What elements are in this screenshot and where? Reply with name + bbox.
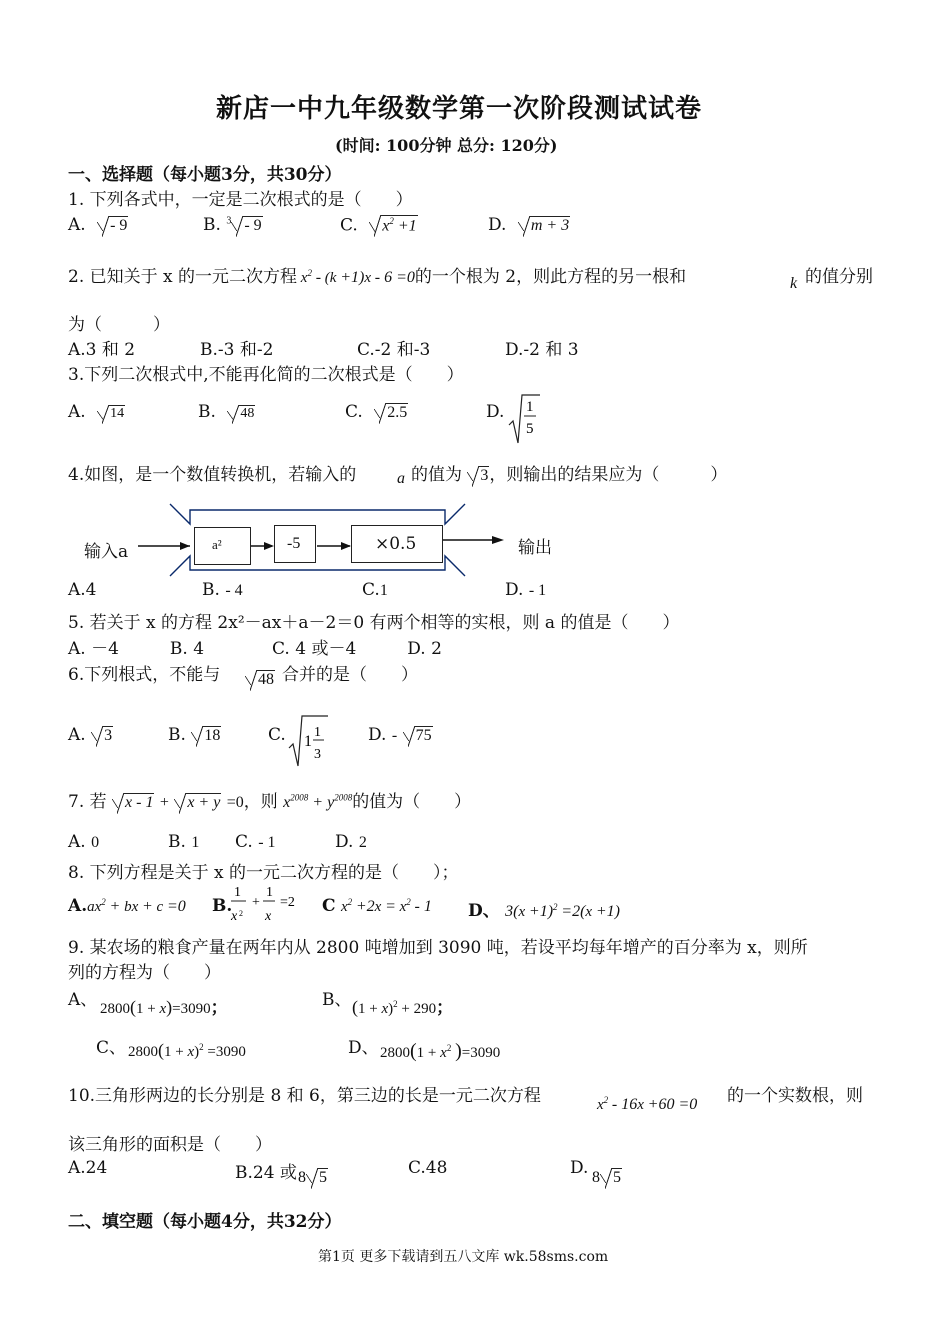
q10-d-value: 8 5: [592, 1169, 621, 1186]
q3-option-c: C. 2.5: [345, 402, 408, 422]
q4-option-d: D. - 1: [505, 580, 547, 600]
q10-option-d: D.: [570, 1158, 589, 1178]
question-10-cont: 该三角形的面积是（ ）: [68, 1135, 272, 1155]
question-9-cont: 列的方程为（ ）: [68, 963, 221, 983]
question-5: 5. 若关于 x 的方程 2x²－ax＋a－2＝0 有两个相等的实根，则 a 的值是（ ）: [68, 613, 680, 633]
diagram-output-label: 输出: [518, 538, 552, 558]
q9-b-equation: $(1 + x)^2 + 290$；: [352, 997, 454, 1017]
q4-stem-b: 的值为 3，则输出的结果应为（ ）: [411, 465, 728, 485]
page-title: 新店一中九年级数学第一次阶段测试试卷: [216, 94, 703, 124]
q4-option-b: B. - 4: [202, 580, 243, 600]
q7-option-a: A. 0: [68, 832, 100, 852]
question-1: 1. 下列各式中，一定是二次根式的是（ ）: [68, 190, 413, 210]
q8-option-a: $A.ax^2$ + bx + c =0: [68, 896, 186, 916]
q6-option-c: C.: [268, 725, 286, 745]
q9-a-equation: 2800(1 + x)=3090；: [100, 997, 228, 1017]
q5-options: A. －4 B. 4 C. 4 或－4 D. 2: [68, 639, 442, 659]
q9-option-b: B、: [322, 990, 352, 1010]
q4-a: a: [397, 470, 405, 487]
q8-option-d: D、 $3(x +1)^2 =2(x +1)$: [468, 901, 620, 921]
q2-k: k: [790, 275, 798, 292]
question-10: 10.三角形两边的长分别是 8 和 6，第三边的长是一元二次方程: [68, 1086, 541, 1106]
q10-b-value: 8 5: [298, 1169, 327, 1186]
q3-option-d: D.: [486, 402, 505, 422]
square-box-label: a²: [212, 537, 222, 552]
q6-stem-b: 合并的是（ ）: [282, 665, 418, 685]
svg-text:1: 1: [304, 733, 312, 750]
question-2: 2. 已知关于 x 的一元二次方程 $x^2 - (k +1)x - 6 =0$的一个根为 2，则此方程的另一根和: [68, 267, 687, 287]
q1-option-a: A. - 9: [68, 215, 128, 235]
q10-option-c: C.48: [408, 1158, 448, 1178]
q6-c-mixed-root: [288, 714, 328, 772]
q8-b-fractions: [230, 880, 310, 932]
svg-text:1: 1: [266, 885, 273, 900]
q2-option-a: A.3 和 2: [68, 340, 136, 360]
svg-text:1: 1: [314, 725, 321, 740]
q2-stem-end: 的值分别: [805, 267, 873, 287]
question-3: 3.下列二次根式中,不能再化简的二次根式是（ ）: [68, 365, 464, 385]
q9-option-c: C、: [96, 1038, 127, 1058]
question-7: 7. 若 x - 1 + x + y =0，则 $x^{2008} + y^{2008}$的值为（ ）: [68, 792, 472, 812]
question-10-mid: 的一个实数根，则: [727, 1086, 863, 1106]
q7-option-b: B. 1: [168, 832, 200, 852]
svg-text:=2: =2: [280, 895, 295, 910]
exam-info: (时间: 100分钟 总分: 120分): [335, 136, 558, 155]
q10-option-a: A.24: [68, 1158, 108, 1178]
square-box: [194, 527, 251, 565]
section-heading-fill: 二、填空题（每小题4分，共32分）: [68, 1212, 342, 1232]
q2-option-c: C.-2 和-3: [357, 340, 431, 360]
q8-option-b: B.: [212, 896, 233, 916]
q6-option-d: D. - 75: [368, 725, 432, 745]
svg-text:1: 1: [234, 885, 241, 900]
q4-option-a: A.4: [68, 580, 97, 600]
q7-option-c: C. - 1: [235, 832, 276, 852]
q10-equation: $x^2 - 16x +60 =0$: [597, 1095, 698, 1113]
svg-text:x: x: [231, 909, 238, 924]
svg-text:+: +: [252, 895, 260, 910]
question-9: 9. 某农场的粮食产量在两年内从 2800 吨增加到 3090 吨，若设平均每年增产的百分率为 x，则所: [68, 938, 808, 958]
q1-option-d: D. m + 3: [488, 215, 570, 235]
q1-option-b: B. $^3$ - 9: [203, 215, 262, 235]
times-half-label: ×0.5: [375, 534, 417, 554]
q4-option-c: C.1: [362, 580, 388, 600]
q9-d-equation: $2800(1 + x^2$ )=3090: [380, 1040, 501, 1062]
page-footer: 第1页 更多下载请到五八文库 wk.58sms.com: [318, 1249, 609, 1265]
svg-text:3: 3: [314, 747, 321, 762]
q2-option-b: B.-3 和-2: [200, 340, 274, 360]
question-8: 8. 下列方程是关于 x 的一元二次方程的是（ ）；: [68, 863, 459, 883]
q8-option-c: C $x^2 +2x = x^2 - 1$: [322, 896, 432, 916]
q3-d-fraction: [508, 393, 538, 443]
q7-option-d: D. 2: [335, 832, 367, 852]
svg-text:x: x: [265, 909, 272, 924]
q6-option-b: B. 18: [168, 725, 221, 745]
svg-text:2: 2: [239, 909, 243, 918]
q9-c-equation: $2800(1 + x)^2 =3090$: [128, 1040, 246, 1060]
q6-option-a: A. 3: [68, 725, 113, 745]
section-heading-choice: 一、选择题（每小题3分，共30分）: [68, 165, 342, 185]
q9-option-a: A、: [68, 990, 98, 1010]
svg-text:1: 1: [526, 399, 534, 415]
diagram-input-label: 输入a: [84, 542, 129, 562]
svg-text:5: 5: [526, 421, 534, 437]
q10-option-b: B.24 或: [235, 1163, 297, 1183]
q2-option-d: D.-2 和 3: [505, 340, 579, 360]
question-4: 4.如图，是一个数值转换机，若输入的: [68, 465, 357, 485]
q6-sqrt48: 48: [245, 670, 275, 689]
q1-option-c: C. $x^2 +1$: [340, 215, 417, 236]
q3-option-a: A. 14: [68, 402, 125, 422]
question-6: 6.下列根式，不能与: [68, 665, 221, 685]
minus-five-label: -5: [287, 535, 301, 552]
q9-option-d: D、: [348, 1038, 379, 1058]
q3-option-b: B. 48: [198, 402, 255, 422]
q2-stem-cont: 为（ ）: [68, 315, 170, 335]
